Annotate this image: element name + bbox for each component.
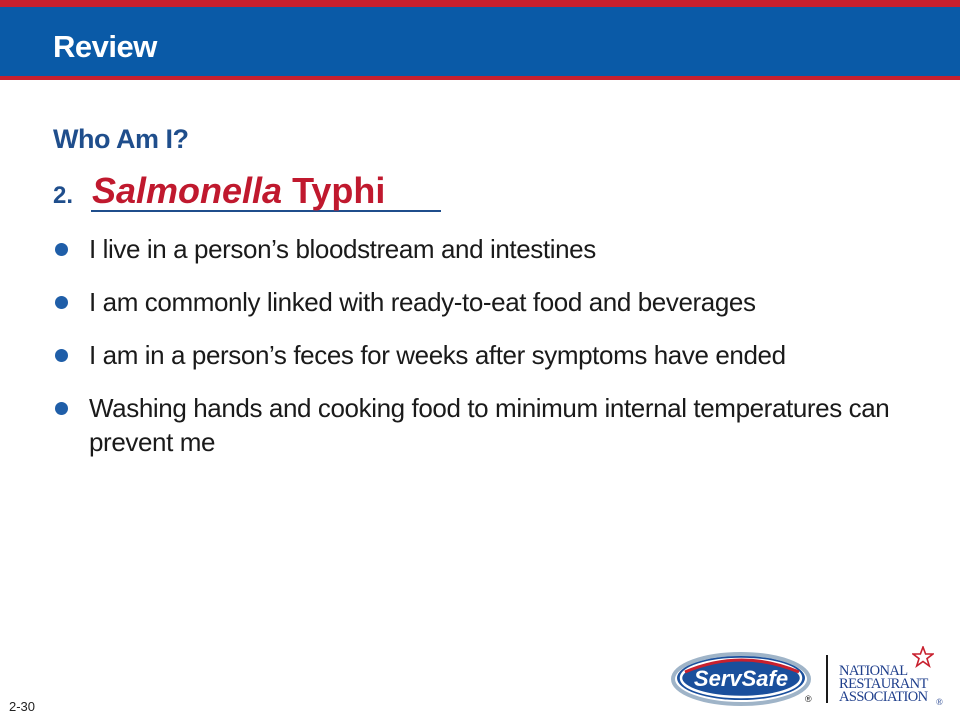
answer-number: 2. (53, 182, 74, 209)
clue-item (53, 232, 913, 266)
clue-item (53, 391, 913, 459)
clue-text: I am in a person’s feces for weeks after symptoms have ended (89, 340, 786, 370)
bullet-dot-icon (55, 349, 68, 362)
answer-genus: Salmonella (92, 170, 283, 211)
clue-item (53, 338, 913, 372)
nra-logo (839, 646, 949, 708)
nra-line-3: ASSOCIATION (839, 689, 928, 705)
answer-species: Typhi (292, 170, 386, 211)
nra-line-2: RESTAURANT (839, 676, 928, 692)
clue-text: Washing hands and cooking food to minimum internal temperatures can prevent me (89, 393, 890, 457)
answer-blank (91, 170, 441, 212)
servsafe-registered-mark: ® (805, 694, 812, 704)
header-bottom-stripe (0, 76, 960, 80)
clue-text: I live in a person’s bloodstream and intestines (89, 234, 596, 264)
clue-text: I am commonly linked with ready-to-eat food and beverages (89, 287, 756, 317)
bullet-dot-icon (55, 402, 68, 415)
clue-list (53, 232, 913, 478)
header-top-stripe (0, 0, 960, 7)
logo-divider (826, 655, 828, 703)
slide-title: Review (53, 29, 157, 64)
star-icon (912, 646, 934, 668)
slide-subtitle: Who Am I? (53, 124, 189, 154)
page-number: 2-30 (9, 699, 36, 714)
clue-item (53, 285, 913, 319)
nra-line-1: NATIONAL (839, 663, 908, 679)
nra-registered-mark: ® (936, 697, 943, 707)
servsafe-logo (671, 650, 815, 706)
bullet-dot-icon (55, 296, 68, 309)
bullet-dot-icon (55, 243, 68, 256)
servsafe-logo-text: ServSafe (693, 666, 789, 691)
